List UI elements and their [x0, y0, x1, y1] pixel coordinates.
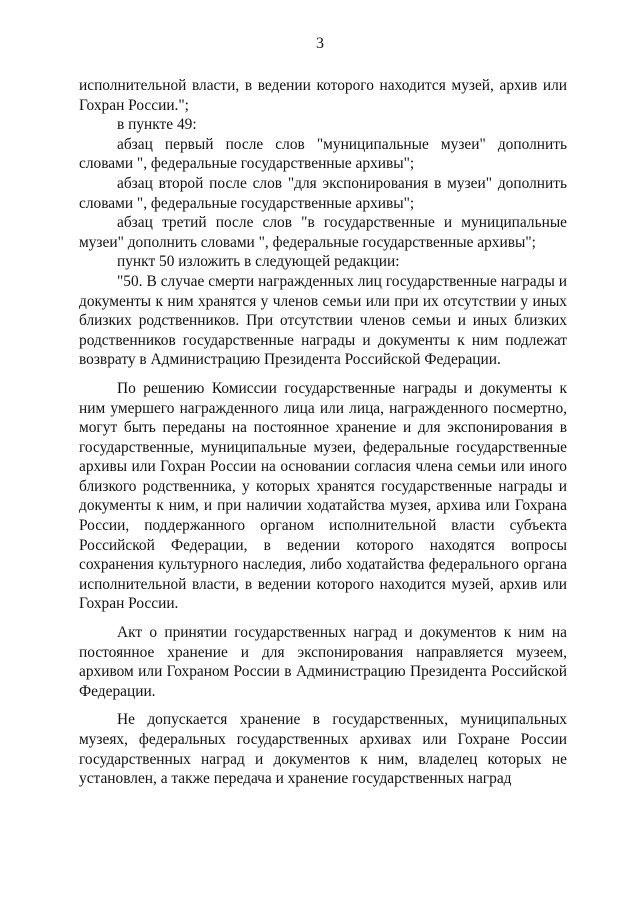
paragraph-continuation: исполнительной власти, в ведении которого находится музей, архив или Гохран России."; — [79, 77, 567, 114]
paragraph-item-50-text: "50. В случае смерти награжденных лиц государственные награды и документы к ним хранятся у членов семьи или при их отсутствии у иных близких родственников. При отсутствии членов семьи и иных близких родственников государственные награды и документы к ним подлежат возврату в Администрацию Президента Российской Федерации. — [79, 272, 567, 369]
paragraph-item-50-intro: пункт 50 изложить в следующей редакции: — [117, 253, 400, 271]
paragraph-amendment-third: абзац третий после слов "в государственные и муниципальные музеи" дополнить словами ", федеральные государственные архивы"; — [79, 214, 567, 251]
paragraph-commission-decision: По решению Комиссии государственные награды и документы к ним умершего награжденного лица или лица, награжденного посмертно, могут быть переданы на постоянное хранение и для экспонирования в государственные, муниципальные музеи, федеральные государственные архивы или Гохран России на основании согласия члена семьи или иного близкого родственника, у которых хранятся государственные награды и документы к ним, и при наличии ходатайства музея, архива или Гохрана России, поддержанного органом исполнительной власти субъекта Российской Федерации, в ведении которого находятся вопросы сохранения культурного наследия, либо ходатайства федерального органа исполнительной власти, в ведении которого находится музей, архив или Гохран России. — [79, 379, 567, 613]
paragraph-amendment-first: абзац первый после слов "муниципальные музеи" дополнить словами ", федеральные государственные архивы"; — [79, 135, 567, 173]
paragraph-item-49: в пункте 49: — [117, 116, 197, 134]
page-number: 3 — [316, 35, 324, 52]
paragraph-storage-prohibition: Не допускается хранение в государственных, муниципальных музеях, федеральных государственных архивах или Гохране России государственных наград и документов к ним, владелец которых не установлен, а также передача и хранение государственных наград — [79, 711, 567, 788]
paragraph-acceptance-act: Акт о принятии государственных наград и документов к ним на постоянное хранение и для экспонирования направляется музеем, архивом или Гохраном России в Администрацию Президента Российской Федерации. — [79, 624, 567, 700]
paragraph-amendment-second: абзац второй после слов "для экспонирования в музеи" дополнить словами ", федеральные государственные архивы"; — [79, 174, 567, 212]
document-body — [79, 76, 567, 789]
